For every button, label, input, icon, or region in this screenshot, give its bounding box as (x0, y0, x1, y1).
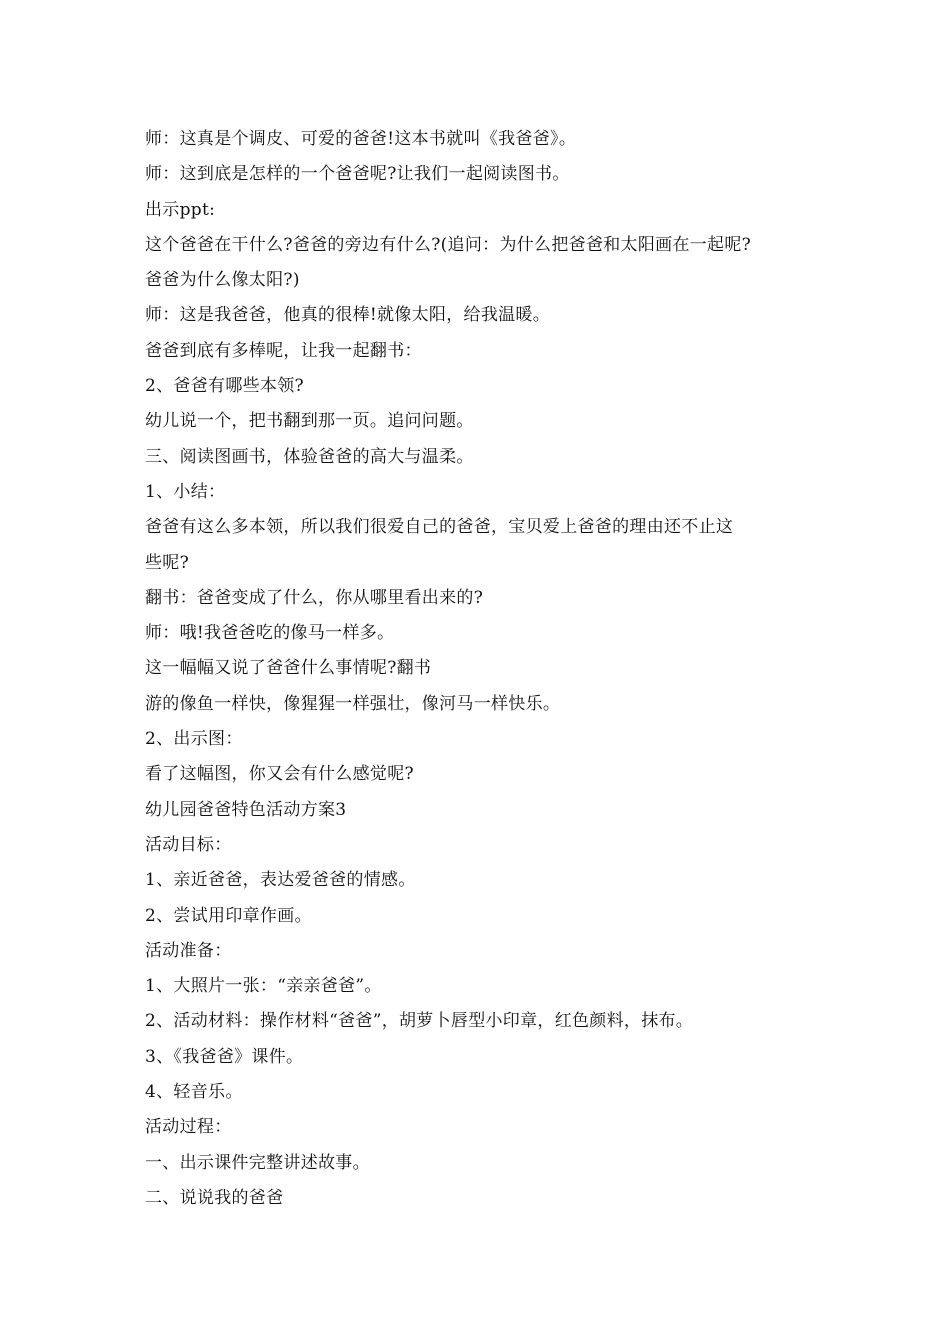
text-line: 一、出示课件完整讲述故事。 (145, 1152, 370, 1173)
text-line: 爸爸为什么像太阳?) (145, 270, 300, 291)
text-line: 3、《我爸爸》课件。 (145, 1046, 304, 1067)
text-line: 2、尝试用印章作画。 (145, 905, 312, 926)
text-line: 师：这真是个调皮、可爱的爸爸!这本书就叫《我爸爸》。 (145, 129, 577, 149)
section-heading: 活动目标： (145, 834, 232, 855)
text-line: 这一幅幅又说了爸爸什么事情呢?翻书 (145, 658, 432, 679)
text-line: 师：哦!我爸爸吃的像马一样多。 (145, 623, 395, 644)
document-body (145, 122, 825, 1216)
text-line: 二、说说我的爸爸 (145, 1187, 284, 1208)
plan-title: 幼儿园爸爸特色活动方案3 (145, 799, 347, 820)
text-line: 翻书：爸爸变成了什么，你从哪里看出来的? (145, 587, 484, 608)
text-line: 4、轻音乐。 (145, 1082, 243, 1103)
text-line: 2、爸爸有哪些本领? (145, 376, 304, 397)
text-line: 师：这到底是怎样的一个爸爸呢?让我们一起阅读图书。 (145, 164, 570, 185)
text-line: 爸爸有这么多本领，所以我们很爱自己的爸爸，宝贝爱上爸爸的理由还不止这 (145, 517, 734, 538)
text-line: 1、大照片一张：“亲亲爸爸”。 (145, 976, 382, 997)
text-line: 2、出示图： (145, 729, 243, 750)
section-heading: 活动准备： (145, 940, 232, 961)
text-line: 这个爸爸在干什么?爸爸的旁边有什么?(追问：为什么把爸爸和太阳画在一起呢? (145, 234, 752, 255)
text-line: 看了这幅图，你又会有什么感觉呢? (145, 764, 414, 785)
text-line: 1、亲近爸爸，表达爱爸爸的情感。 (145, 870, 416, 891)
text-line: 幼儿说一个，把书翻到那一页。追问问题。 (145, 411, 474, 432)
section-heading: 三、阅读图画书，体验爸爸的高大与温柔。 (145, 446, 474, 467)
text-line: 师：这是我爸爸，他真的很棒!就像太阳，给我温暖。 (145, 305, 551, 326)
text-line: 出示ppt: (145, 199, 216, 220)
text-line: 2、活动材料：操作材料“爸爸”，胡萝卜唇型小印章，红色颜料，抹布。 (145, 1011, 694, 1032)
text-line: 游的像鱼一样快，像猩猩一样强壮，像河马一样快乐。 (145, 693, 561, 714)
text-line: 些呢? (145, 552, 190, 573)
section-heading: 活动过程： (145, 1117, 232, 1138)
text-line: 1、小结： (145, 481, 226, 502)
text-line: 爸爸到底有多棒呢，让我一起翻书： (145, 340, 422, 361)
